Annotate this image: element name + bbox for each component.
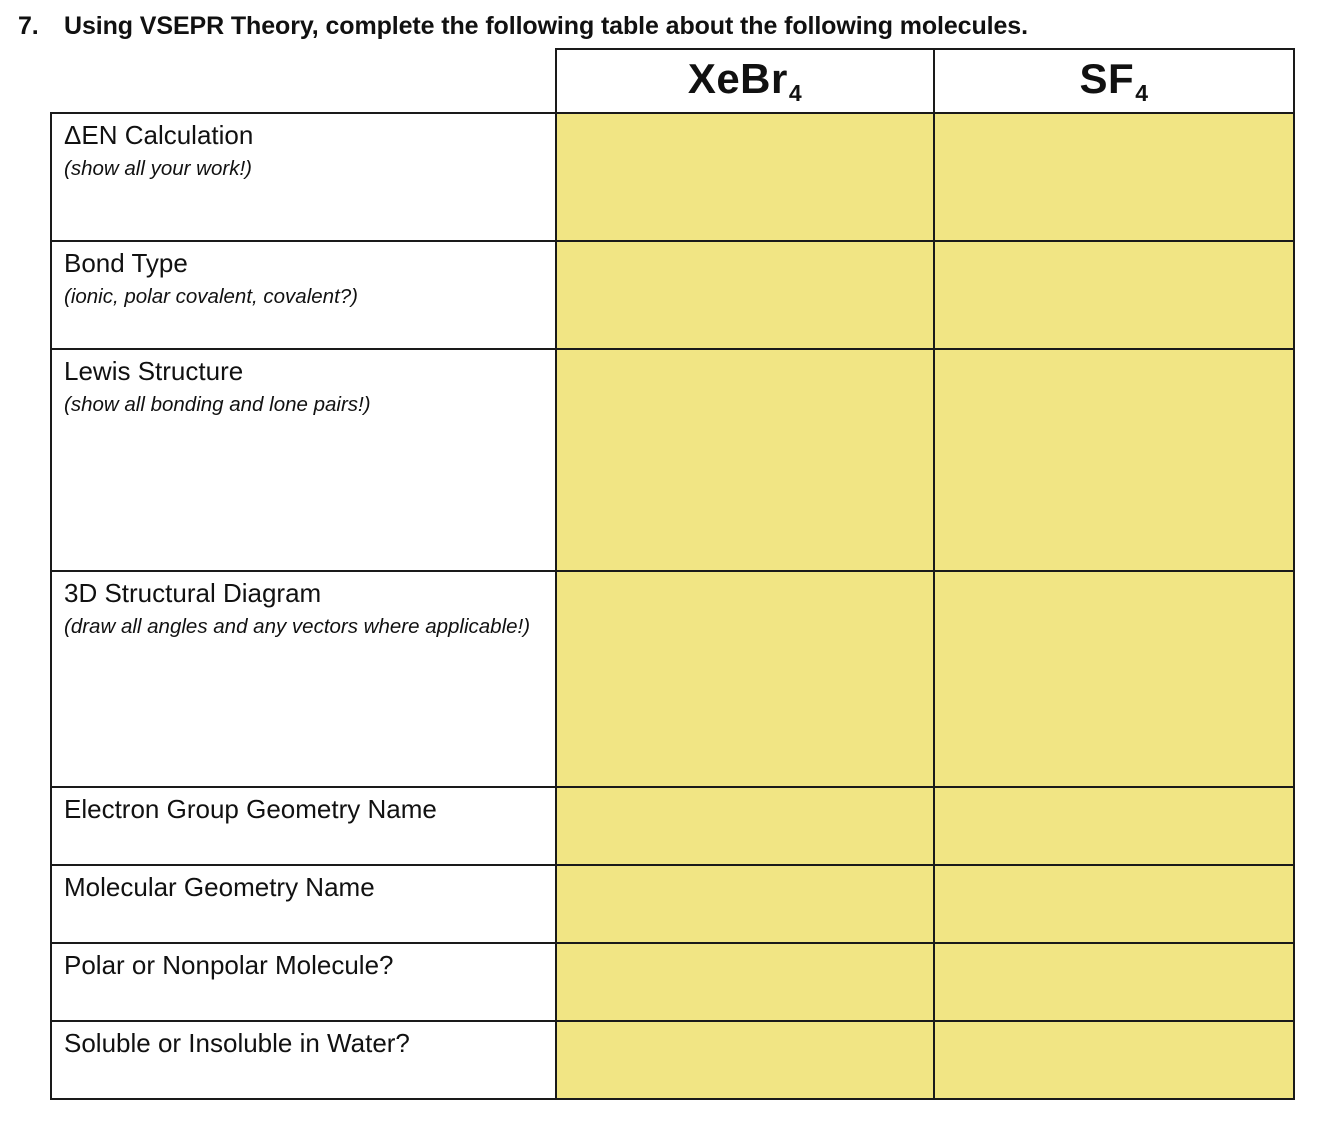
row-label: Soluble or Insoluble in Water? xyxy=(64,1028,410,1058)
row-label: Lewis Structure xyxy=(64,356,244,386)
answer-cell-xebr4[interactable] xyxy=(556,113,934,241)
answer-cell-sf4[interactable] xyxy=(934,1021,1294,1099)
table-row xyxy=(51,113,1294,241)
row-note: (show all your work!) xyxy=(64,157,252,180)
column-header-sf4 xyxy=(934,49,1294,113)
table-row xyxy=(51,241,1294,349)
answer-cell-sf4[interactable] xyxy=(934,943,1294,1021)
table-row xyxy=(51,571,1294,787)
vsepr-table xyxy=(50,48,1295,1100)
row-label: Molecular Geometry Name xyxy=(64,872,375,902)
answer-cell-sf4[interactable] xyxy=(934,113,1294,241)
table-row xyxy=(51,787,1294,865)
molecule-subscript: 4 xyxy=(788,80,803,106)
row-label-cell xyxy=(51,349,556,571)
table-row xyxy=(51,1021,1294,1099)
table-row xyxy=(51,349,1294,571)
row-label: Electron Group Geometry Name xyxy=(64,794,437,824)
question-text: Using VSEPR Theory, complete the following table about the following molecules. xyxy=(64,12,1028,40)
row-note: (show all bonding and lone pairs!) xyxy=(64,393,371,416)
molecule-formula: SF xyxy=(1079,55,1135,102)
answer-cell-xebr4[interactable] xyxy=(556,241,934,349)
answer-cell-xebr4[interactable] xyxy=(556,349,934,571)
row-note: (draw all angles and any vectors where applicable!) xyxy=(64,615,531,638)
question-prompt xyxy=(18,12,1028,41)
answer-cell-xebr4[interactable] xyxy=(556,787,934,865)
row-label: Polar or Nonpolar Molecule? xyxy=(64,950,394,980)
row-label-cell xyxy=(51,571,556,787)
row-label-cell xyxy=(51,1021,556,1099)
header-blank-cell xyxy=(51,49,556,113)
row-note: (ionic, polar covalent, covalent?) xyxy=(64,285,358,308)
question-number: 7. xyxy=(18,12,39,40)
row-label: ΔEN Calculation xyxy=(64,120,254,150)
molecule-subscript: 4 xyxy=(1135,80,1149,106)
row-label-cell xyxy=(51,865,556,943)
answer-cell-sf4[interactable] xyxy=(934,241,1294,349)
answer-cell-xebr4[interactable] xyxy=(556,943,934,1021)
answer-cell-xebr4[interactable] xyxy=(556,571,934,787)
row-label-cell xyxy=(51,943,556,1021)
answer-cell-sf4[interactable] xyxy=(934,571,1294,787)
row-label-cell xyxy=(51,113,556,241)
row-label-cell xyxy=(51,787,556,865)
row-label-cell xyxy=(51,241,556,349)
table-row xyxy=(51,943,1294,1021)
answer-cell-sf4[interactable] xyxy=(934,865,1294,943)
table-row xyxy=(51,865,1294,943)
column-header-xebr4 xyxy=(556,49,934,113)
header-row xyxy=(51,49,1294,113)
answer-cell-xebr4[interactable] xyxy=(556,865,934,943)
row-label: 3D Structural Diagram xyxy=(64,578,322,608)
molecule-formula: XeBr xyxy=(687,55,788,102)
row-label: Bond Type xyxy=(64,248,188,278)
answer-cell-sf4[interactable] xyxy=(934,349,1294,571)
answer-cell-sf4[interactable] xyxy=(934,787,1294,865)
answer-cell-xebr4[interactable] xyxy=(556,1021,934,1099)
